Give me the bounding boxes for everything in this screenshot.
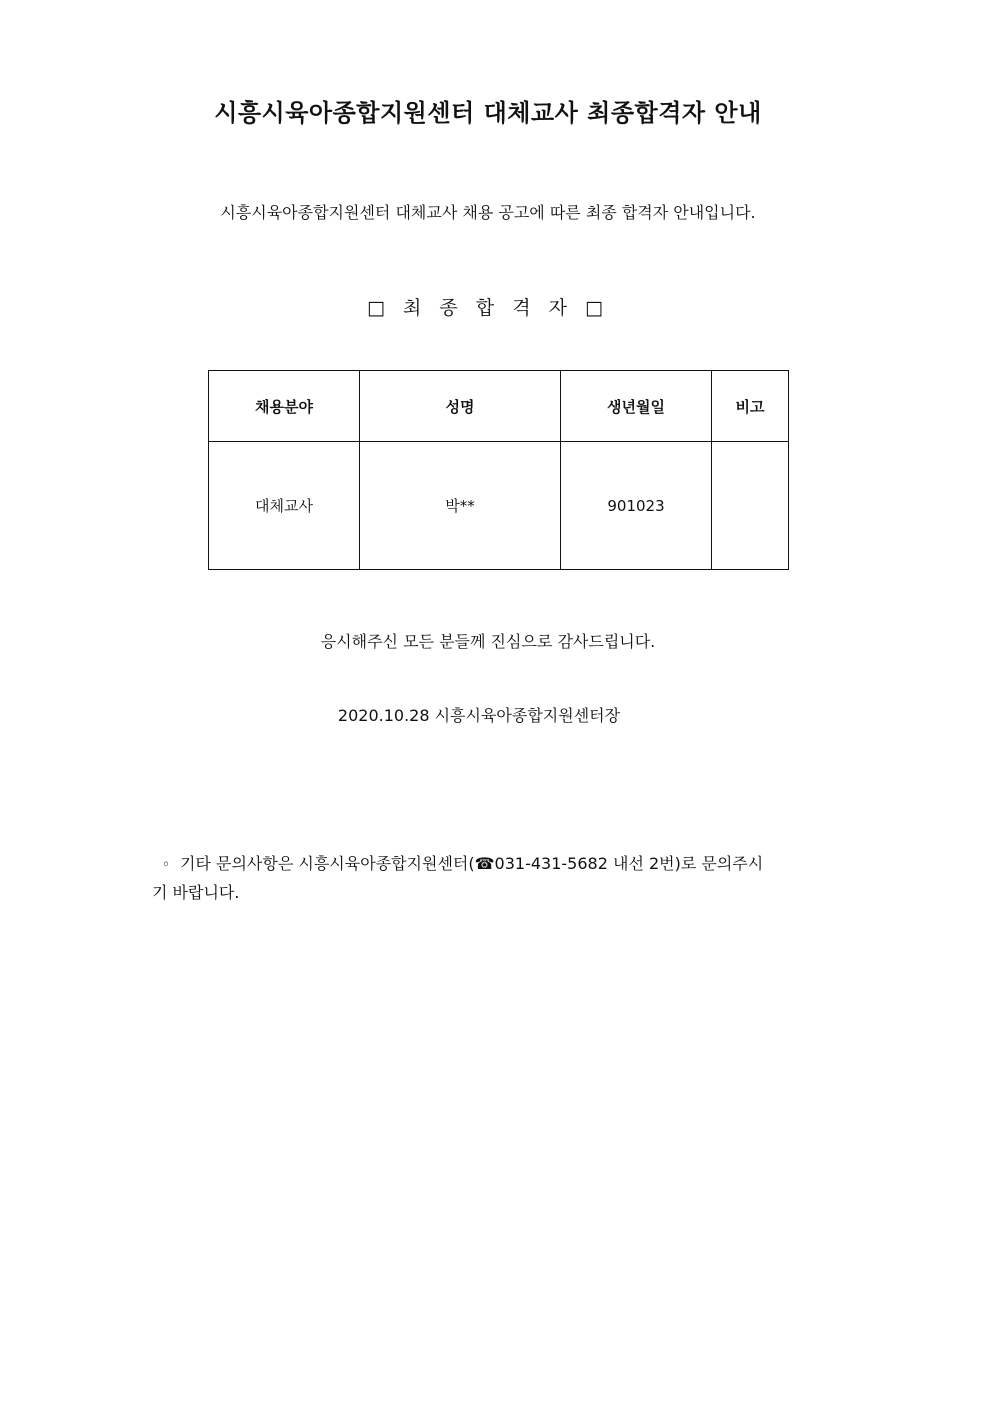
- cell-field: 대체교사: [209, 442, 360, 570]
- thanks-text: 응시해주신 모든 분들께 진심으로 감사드립니다.: [320, 632, 656, 651]
- contact-note-text-2: 기 바랍니다.: [152, 883, 240, 902]
- table-header-row: [209, 371, 789, 442]
- header-name: 성명: [360, 371, 561, 442]
- intro-text: 시흥시육아종합지원센터 대체교사 채용 공고에 따른 최종 합격자 안내입니다.: [220, 203, 756, 222]
- cell-remarks: [712, 442, 789, 570]
- contact-note-text-1: 기타 문의사항은 시흥시육아종합지원센터(☎031-431-5682 내선 2번)로 문의주시: [180, 854, 764, 873]
- bullet-icon: ◦: [161, 857, 171, 873]
- document-title: 시흥시육아종합지원센터 대체교사 최종합격자 안내: [214, 99, 762, 127]
- header-remarks: 비고: [712, 371, 789, 442]
- signature-line: 2020.10.28 시흥시육아종합지원센터장: [337, 706, 621, 725]
- contact-note-line-1: [152, 850, 832, 879]
- cell-name: 박**: [360, 442, 561, 570]
- section-heading: □ 최 종 합 격 자 □: [367, 297, 609, 319]
- final-result-table: [208, 370, 789, 570]
- header-field: 채용분야: [209, 371, 360, 442]
- header-birthdate: 생년월일: [561, 371, 712, 442]
- contact-note: [152, 850, 832, 907]
- cell-birthdate: 901023: [561, 442, 712, 570]
- table-row: [209, 442, 789, 570]
